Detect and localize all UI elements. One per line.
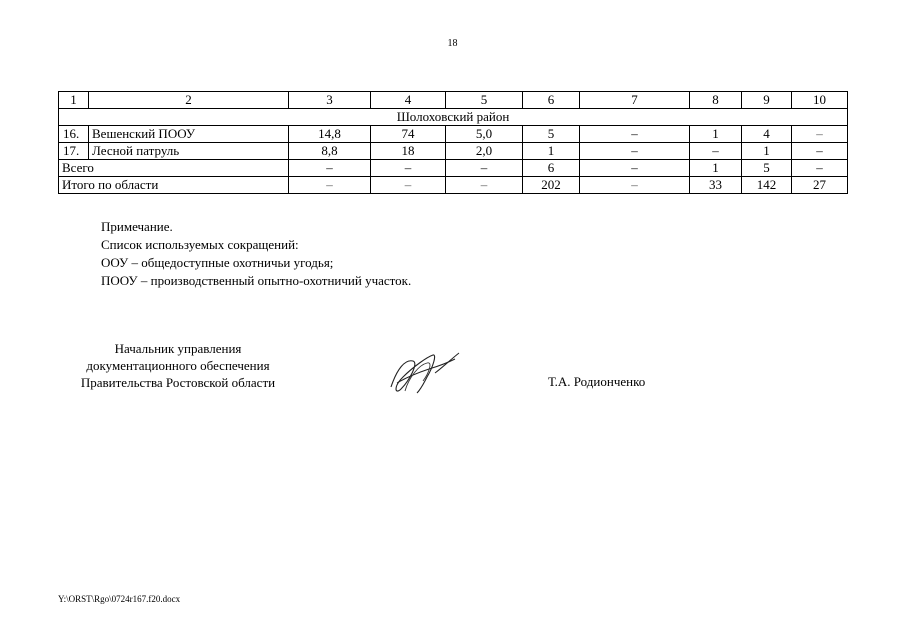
table-cell: 18 <box>371 143 446 160</box>
signer-position-line: документационного обеспечения <box>86 358 270 373</box>
note-line: ПООУ – производственный опытно-охотничий участок. <box>101 273 412 288</box>
table-cell: 74 <box>371 126 446 143</box>
table-cell: 5,0 <box>446 126 523 143</box>
table-cell: – <box>792 126 848 143</box>
signer-position <box>58 340 298 391</box>
table-header-row <box>59 92 848 109</box>
section-row <box>59 109 848 126</box>
table-cell: 1 <box>523 143 580 160</box>
note-line: Список используемых сокращений: <box>101 237 299 252</box>
file-path: Y:\ORST\Rgo\0724r167.f20.docx <box>58 594 181 604</box>
row-number: 17. <box>59 143 89 160</box>
table-cell: 1 <box>690 160 742 177</box>
header-cell: 10 <box>792 92 848 109</box>
row-name: Вешенский ПООУ <box>89 126 289 143</box>
table-cell: – <box>580 160 690 177</box>
table-cell: – <box>580 177 690 194</box>
section-title: Шолоховский район <box>59 109 848 126</box>
note-block <box>101 218 411 290</box>
header-cell: 4 <box>371 92 446 109</box>
header-cell: 6 <box>523 92 580 109</box>
signer-position-line: Начальник управления <box>114 341 242 356</box>
table-cell: – <box>446 160 523 177</box>
table-cell: 4 <box>742 126 792 143</box>
header-cell: 5 <box>446 92 523 109</box>
header-cell: 2 <box>89 92 289 109</box>
table-cell: – <box>792 143 848 160</box>
table-cell: – <box>792 160 848 177</box>
table-cell: – <box>580 143 690 160</box>
table-cell: – <box>446 177 523 194</box>
header-cell: 9 <box>742 92 792 109</box>
table-cell: 27 <box>792 177 848 194</box>
table-cell: – <box>371 177 446 194</box>
table-cell: 6 <box>523 160 580 177</box>
table-cell: 142 <box>742 177 792 194</box>
table-cell: – <box>289 177 371 194</box>
note-title: Примечание. <box>101 219 173 234</box>
table-cell: – <box>289 160 371 177</box>
table-cell: – <box>690 143 742 160</box>
signer-name: Т.А. Родионченко <box>548 374 646 389</box>
table-cell: 8,8 <box>289 143 371 160</box>
signer-position-line: Правительства Ростовской области <box>80 375 276 390</box>
note-line: ООУ – общедоступные охотничьи угодья; <box>101 255 334 270</box>
row-name: Лесной патруль <box>89 143 289 160</box>
table-cell: 5 <box>523 126 580 143</box>
row-number: 16. <box>59 126 89 143</box>
table-row <box>59 143 848 160</box>
table-cell: 5 <box>742 160 792 177</box>
grand-total-label: Итого по области <box>59 177 289 194</box>
table-cell: – <box>371 160 446 177</box>
header-cell: 8 <box>690 92 742 109</box>
table-cell: 33 <box>690 177 742 194</box>
table-cell: 1 <box>690 126 742 143</box>
data-table <box>58 91 848 194</box>
table-cell: – <box>580 126 690 143</box>
page-number: 18 <box>447 38 458 49</box>
total-row <box>59 160 848 177</box>
handwritten-signature <box>383 347 463 397</box>
header-cell: 3 <box>289 92 371 109</box>
header-cell: 1 <box>59 92 89 109</box>
table-row <box>59 126 848 143</box>
table-cell: 14,8 <box>289 126 371 143</box>
table-cell: 202 <box>523 177 580 194</box>
total-label: Всего <box>59 160 289 177</box>
table-cell: 1 <box>742 143 792 160</box>
table-cell: 2,0 <box>446 143 523 160</box>
grand-total-row <box>59 177 848 194</box>
header-cell: 7 <box>580 92 690 109</box>
